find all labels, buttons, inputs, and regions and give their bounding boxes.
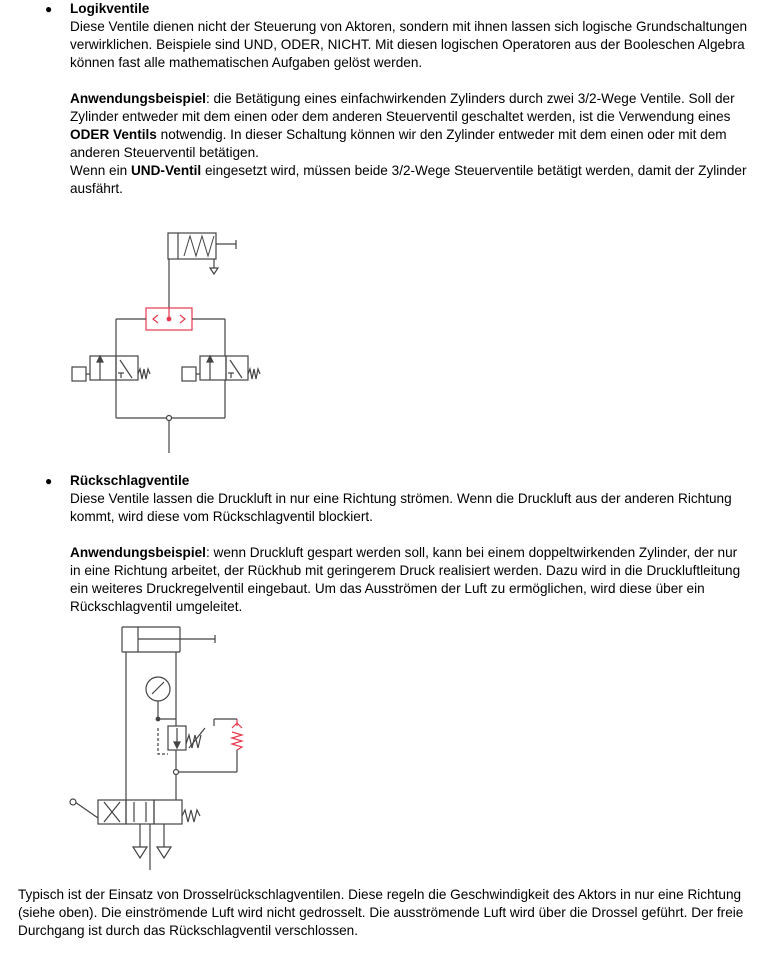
rueckschlag-circuit-diagram [60,622,260,872]
section-rueckschlagventile [70,472,750,616]
valve-right-icon [182,356,260,381]
example-label: Anwendungsbeispiel [70,91,206,106]
section-title: Rückschlagventile [70,473,190,488]
wegeventil-icon [70,799,200,824]
paragraph-example [70,90,750,162]
paragraph-und [70,162,750,198]
bullet-icon: ● [45,2,53,16]
druckregelventil-icon [158,726,205,754]
text-run: Wenn ein [70,163,131,178]
cylinder-icon [122,627,215,652]
manometer-icon [146,677,170,719]
text-run: : die Betätigung eines einfachwirkenden Zylinders durch zwei 3/2-Wege Ventile. Soll der Zylinder entweder mit dem einen oder dem anderen Steuerventil geschaltet werden, ist die Verwendung eines [70,91,735,124]
text-run: eingesetzt wird, müssen beide 3/2-Wege Steuerventile betätigt werden, damit der Zylinder ausfährt. [70,163,747,196]
section-title: Logikventile [70,1,150,16]
paragraph: Diese Ventile dienen nicht der Steuerung von Aktoren, sondern mit ihnen lassen sich logische Grundschaltungen verwirklichen. Beispiele sind UND, ODER, NICHT. Mit diesen logischen Operatoren aus der Booleschen Algebra können fast alle mathematischen Aufgaben gelöst werden. [70,19,748,70]
paragraph: Diese Ventile lassen die Druckluft in nur eine Richtung strömen. Wenn die Druckluft aus der anderen Richtung kommt, wird diese vom Rückschlagventil blockiert. [70,491,732,524]
oder-ventil-term: ODER Ventils [70,127,157,142]
und-ventil-term: UND-Ventil [130,163,202,178]
paragraph-example [70,544,750,616]
bullet-icon: ● [45,474,53,488]
text-run: notwendig. In dieser Schaltung können wir den Zylinder entweder mit dem einen oder mit dem anderen Steuerventil betätigen. [70,127,727,160]
oder-ventil-icon [146,308,192,330]
rueckschlagventil-icon [232,719,242,750]
section-logikventile [70,0,750,198]
valve-left-icon [72,356,150,381]
oder-circuit-diagram [60,228,275,458]
text-run: : wenn Druckluft gespart werden soll, kann bei einem doppeltwirkenden Zylinder, der nur in eine Richtung arbeitet, der Rückhub mit geringerem Druck realisiert werden. Dazu wird in die Druckluftleitung ein weiteres Druckregelventil eingebaut. Um das Ausströmen der Luft zu ermöglichen, wird diese über ein Rückschlagventil umgeleitet. [70,545,741,614]
footer-paragraph: Typisch ist der Einsatz von Drosselrückschlagventilen. Diese regeln die Geschwindigkeit des Aktors in nur eine Richtung (siehe oben). Die einströmende Luft wird nicht gedrosselt. Die ausströmende Luft wird über die Drossel geführt. Der freie Durchgang ist durch das Rückschlagventil verschlossen. [18,887,744,938]
example-label: Anwendungsbeispiel [70,545,206,560]
cylinder-icon [168,233,236,274]
